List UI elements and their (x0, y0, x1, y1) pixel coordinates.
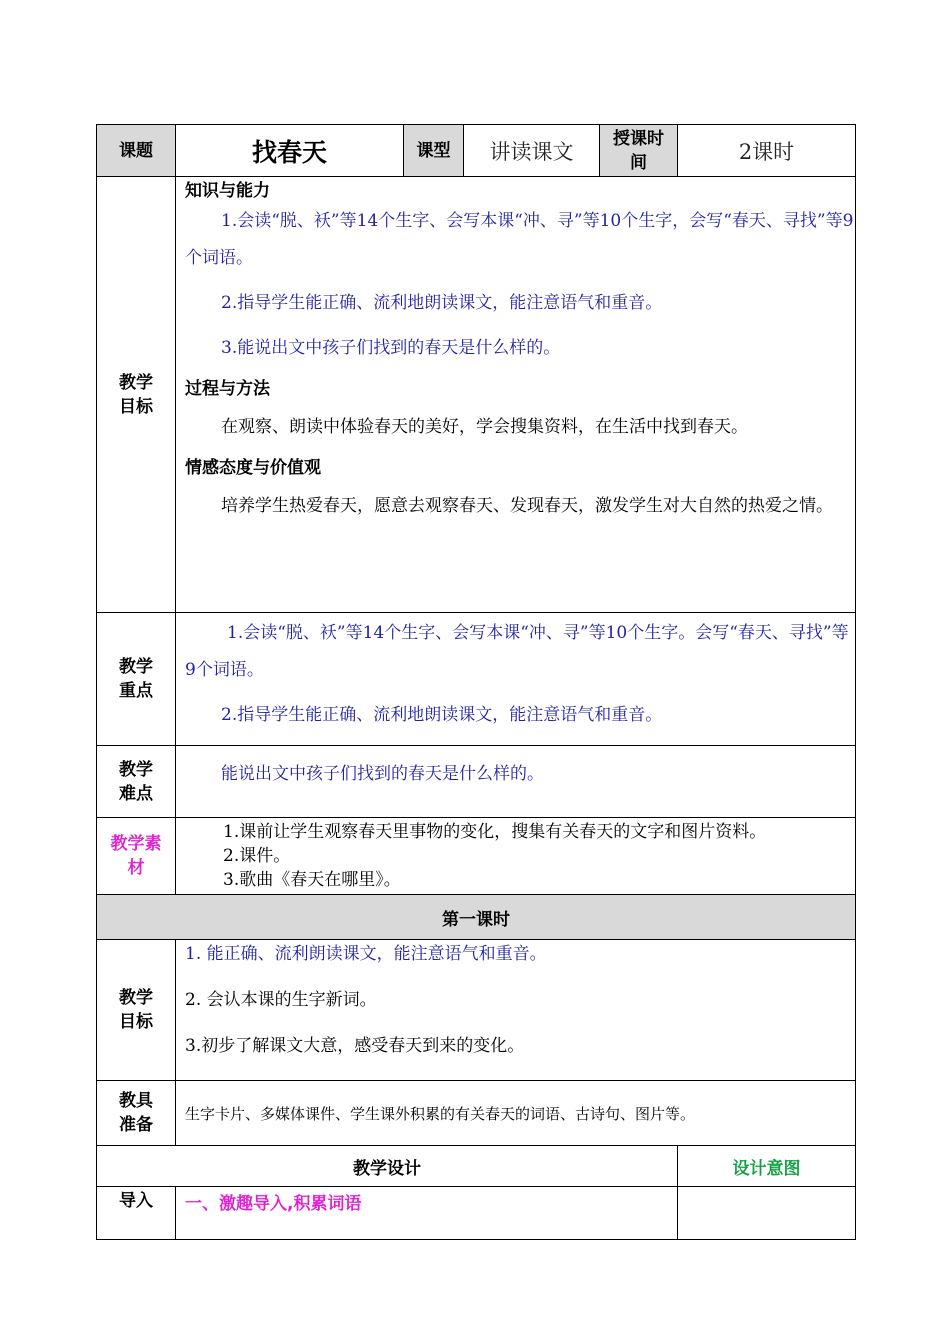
type-value: 讲读课文 (464, 125, 600, 177)
type-label: 课型 (404, 125, 464, 177)
emotion-heading: 情感态度与价值观 (185, 458, 321, 478)
material-item-1: 1.课前让学生观察春天里事物的变化，搜集有关春天的文字和图片资料。 (223, 822, 767, 842)
key-points-row (97, 613, 856, 746)
key-points-label: 教学重点 (97, 613, 176, 746)
lesson1-tools-row (97, 1081, 856, 1146)
objectives-label: 教学目标 (97, 177, 176, 613)
lesson1-tools-text: 生字卡片、多媒体课件、学生课外积累的有关春天的词语、古诗句、图片等。 (176, 1081, 856, 1146)
design-header-row (97, 1146, 856, 1187)
knowledge-item-2: 2.指导学生能正确、流利地朗读课文，能注意语气和重音。 (221, 293, 663, 313)
material-item-3: 3.歌曲《春天在哪里》。 (223, 870, 401, 890)
materials-label: 教学素材 (97, 818, 176, 895)
lesson-plan-table (96, 124, 856, 1240)
difficulty-text: 能说出文中孩子们找到的春天是什么样的。 (221, 764, 544, 784)
materials-row (97, 818, 856, 895)
material-item-2: 2.课件。 (223, 846, 291, 866)
knowledge-heading: 知识与能力 (185, 181, 270, 201)
objectives-row (97, 177, 856, 613)
lesson1-objective-3: 3.初步了解课文大意，感受春天到来的变化。 (185, 1036, 525, 1056)
intent-label: 设计意图 (678, 1146, 856, 1187)
knowledge-item-3: 3.能说出文中孩子们找到的春天是什么样的。 (221, 338, 561, 358)
lesson1-title-row (97, 895, 856, 940)
process-heading: 过程与方法 (185, 379, 270, 399)
intro-intent (678, 1187, 856, 1240)
lesson1-title: 第一课时 (97, 895, 856, 940)
intro-label: 导入 (97, 1187, 176, 1240)
key-points-content (176, 613, 856, 746)
difficulty-content (176, 746, 856, 818)
lesson1-objectives-label: 教学目标 (97, 940, 176, 1081)
objectives-content (176, 177, 856, 613)
topic-value: 找春天 (176, 125, 404, 177)
materials-content (176, 818, 856, 895)
lesson1-objective-2: 2. 会认本课的生字新词。 (185, 990, 377, 1010)
lesson1-objectives-row (97, 940, 856, 1081)
header-row (97, 125, 856, 177)
process-text: 在观察、朗读中体验春天的美好，学会搜集资料，在生活中找到春天。 (221, 417, 748, 437)
design-label: 教学设计 (97, 1146, 678, 1187)
difficulty-row (97, 746, 856, 818)
time-label: 授课时间 (600, 125, 678, 177)
knowledge-item-1: 1.会读“脱、袄”等14个生字、会写本课“冲、寻”等10个生字，会写“春天、寻找”等9个词语。 (185, 211, 854, 268)
topic-label: 课题 (97, 125, 176, 177)
emotion-text: 培养学生热爱春天，愿意去观察春天、发现春天，激发学生对大自然的热爱之情。 (221, 496, 833, 516)
lesson1-objective-1: 1. 能正确、流利朗读课文，能注意语气和重音。 (185, 944, 547, 964)
intro-text: 一、激趣导入,积累词语 (176, 1187, 678, 1240)
lesson-plan (96, 124, 855, 1240)
difficulty-label: 教学难点 (97, 746, 176, 818)
intro-row (97, 1187, 856, 1240)
lesson1-objectives-content (176, 940, 856, 1081)
time-value: 2课时 (678, 125, 856, 177)
key-point-2: 2.指导学生能正确、流利地朗读课文，能注意语气和重音。 (221, 705, 663, 725)
key-point-1: 1.会读“脱、袄”等14个生字、会写本课“冲、寻”等10个生字。会写“春天、寻找”等9个词语。 (185, 623, 849, 680)
lesson1-tools-label: 教具准备 (97, 1081, 176, 1146)
